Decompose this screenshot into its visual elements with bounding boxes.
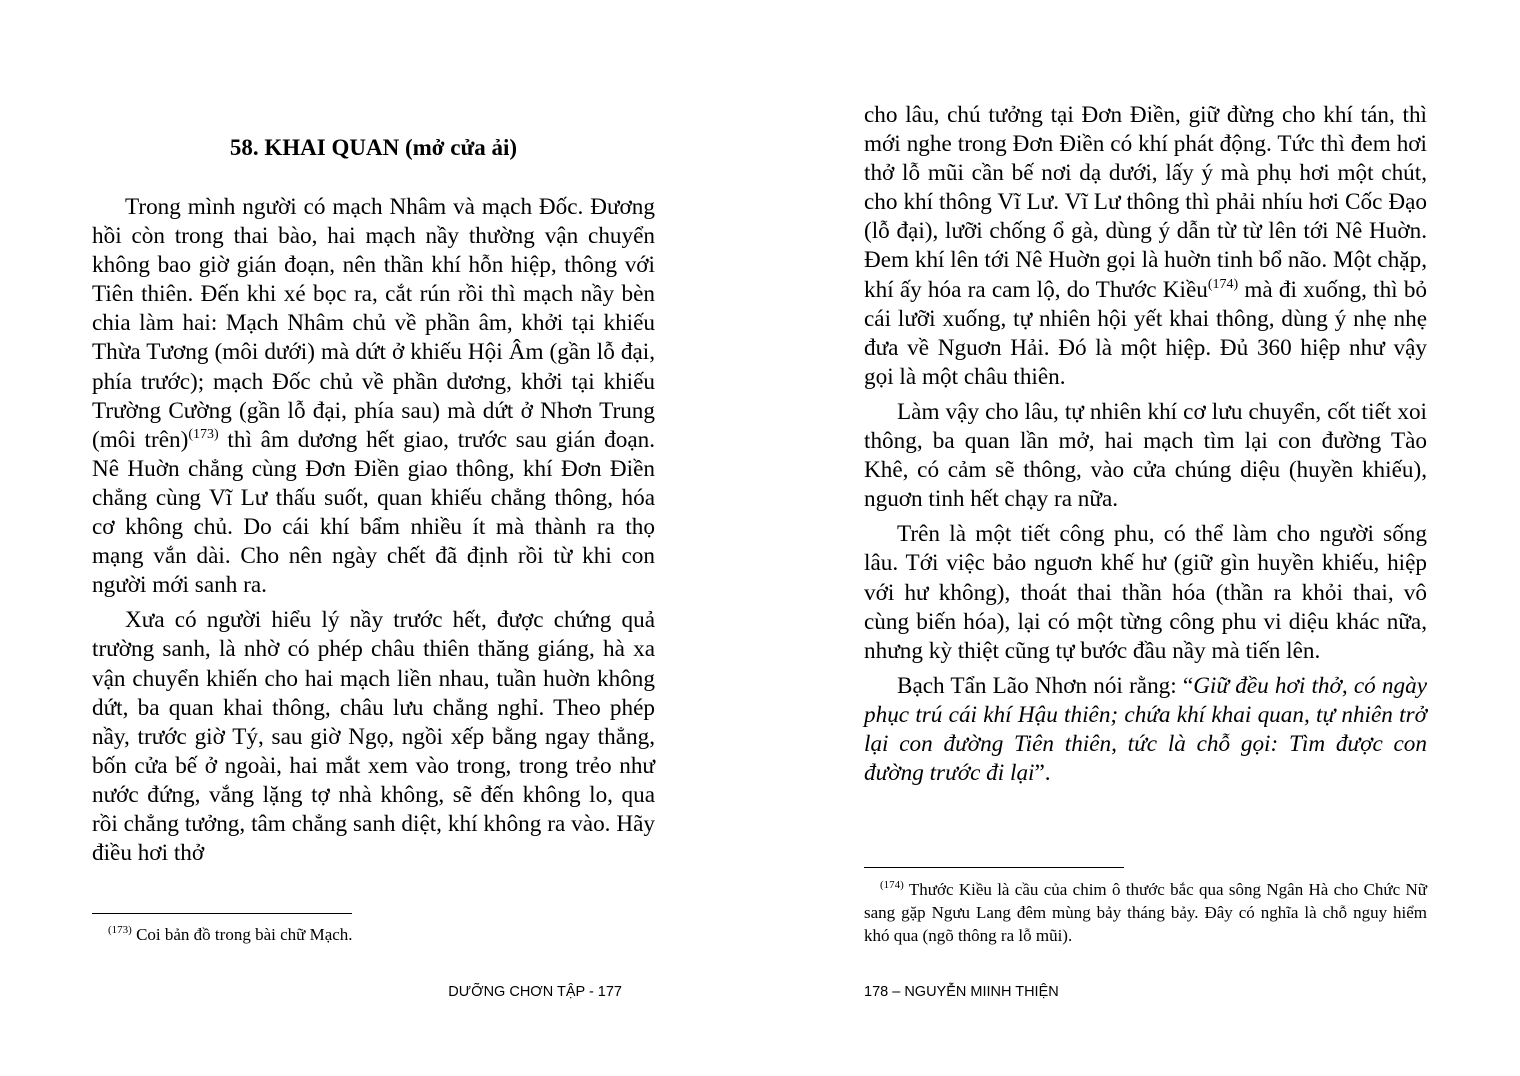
footnote-divider [864, 867, 1124, 868]
footnote-marker: (174) [880, 879, 904, 891]
left-page-body [92, 193, 655, 874]
quote-text: Giữ đều hơi thở, có ngày phục trú cái khí Hậu thiên; chứa khí khai quan, tự nhiên trở lại con đường Tiên thiên, tức là chỗ gọi: Tìm được con đường trước đi lại [864, 672, 1427, 787]
footnote-ref-174: (174) [1207, 276, 1239, 292]
right-page [864, 0, 1427, 1076]
right-page-body [864, 101, 1427, 794]
right-paragraph-1 [864, 101, 1427, 392]
page-folio: 178 – NGUYỄN MIINH THIỆN [864, 984, 1059, 1000]
chapter-title: 58. KHAI QUAN (mở cửa ải) [229, 135, 518, 160]
footnote-173 [92, 923, 655, 946]
footnote-174 [864, 878, 1427, 947]
left-paragraph-2: Xưa có người hiểu lý nầy trước hết, được chứng quả trường sanh, là nhờ có phép châu thiên thăng giáng, hà xa vận chuyển khiến cho hai mạch liền nhau, tuần huờn không dứt, ba quan khai thông, châu lưu chẳng nghỉ. Theo phép nầy, trước giờ Tý, sau giờ Ngọ, ngồi xếp bằng ngay thẳng, bốn cửa bế ở ngoài, hai mắt xem vào trong, trong trẻo như nước đứng, vắng lặng tợ nhà không, sẽ đến không lo, qua rồi chẳng tưởng, tâm chẳng sanh diệt, khí không ra vào. Hãy điều hơi thở [92, 607, 655, 867]
quote-close: ”. [1034, 760, 1051, 787]
left-paragraph-1-text-a: Trong mình người có mạch Nhâm và mạch Đốc. Đương hồi còn trong thai bào, hai mạch nầy thường vận chuyển không bao giờ gián đoạn, nên thần khí hỗn hiệp, thông với Tiên thiên. Đến khi xé bọc ra, cắt rún rồi thì mạch nầy bèn chia làm hai: Mạch Nhâm chủ về phần âm, khởi tại khiếu Thừa Tương (môi dưới) mà dứt ở khiếu Hội Âm (gần lỗ đại, phía trước); mạch Đốc chủ về phần dương, khởi tại khiếu Trường Cường (gần lỗ đại, phía sau) mà dứt ở Nhơn Trung (môi trên) [92, 194, 655, 453]
right-paragraph-4 [864, 672, 1427, 788]
right-paragraph-1-text-b: mà đi xuống, thì bỏ cái lưỡi xuống, tự nhiên hội yết khai thông, dùng ý nhẹ nhẹ đưa về Nguơn Hải. Đó là một hiệp. Đủ 360 hiệp như vậy gọi là một châu thiên. [864, 276, 1428, 390]
footnote-ref-173: (173) [188, 426, 219, 442]
right-paragraph-3: Trên là một tiết công phu, có thể làm cho người sống lâu. Tới việc bảo nguơn khế hư (giữ gìn huyền khiếu, hiệp với hư không), thoát thai thần hóa (thần ra khỏi thai, vô cùng biến hóa), lại có một từng công phu vi diệu khác nữa, nhưng kỳ thiệt cũng tự bước đầu nầy mà tiến lên. [864, 521, 1427, 664]
right-paragraph-1-text-a: cho lâu, chú tưởng tại Đơn Điền, giữ đừng cho khí tán, thì mới nghe trong Đơn Điền có khí phát động. Tức thì đem hơi thở lỗ mũi cần bế nơi dạ dưới, lấy ý mà phụ hơi một chút, cho khí thông Vĩ Lư. Vĩ Lư thông thì phải nhíu hơi Cốc Đạo (lỗ đại), lưỡi chống ổ gà, dùng ý dẫn từ từ lên tới Nê Huờn. Đem khí lên tới Nê Huờn gọi là huờn tinh bổ não. Một chặp, khí ấy hóa ra cam lộ, do Thước Kiều [864, 102, 1427, 303]
footnote-text: Coi bản đồ trong bài chữ Mạch. [131, 925, 353, 944]
left-paragraph-1-text-b: thì âm dương hết giao, trước sau gián đoạn. Nê Huờn chẳng cùng Đơn Điền giao thông, khí Đơn Điền chẳng cùng Vĩ Lư thấu suốt, quan khiếu chẳng thông, hóa cơ không chủ. Do cái khí bẩm nhiều ít mà thành ra thọ mạng vắn dài. Cho nên ngày chết đã định rồi từ khi con người mới sanh ra. [92, 426, 655, 599]
right-paragraph-2: Làm vậy cho lâu, tự nhiên khí cơ lưu chuyển, cốt tiết xoi thông, ba quan lần mở, hai mạch tìm lại con đường Tào Khê, có cảm sẽ thông, vào cửa chúng diệu (huyền khiếu), nguơn tinh hết chạy ra nữa. [864, 398, 1427, 513]
footnote-divider [92, 913, 352, 914]
left-paragraph-1 [92, 193, 655, 600]
page-folio: DƯỠNG CHƠN TẬP - 177 [448, 984, 622, 1000]
quote-intro: Bạch Tẩn Lão Nhơn nói rằng: “ [897, 672, 1194, 699]
left-page [92, 0, 655, 1076]
footnote-text: Thước Kiều là cầu của chim ô thước bắc qua sông Ngân Hà cho Chức Nữ sang gặp Ngưu Lang đêm mùng bảy tháng bảy. Đây có nghĩa là chỗ nguy hiểm khó qua (ngõ thông ra lỗ mũi). [864, 880, 1427, 945]
footnote-marker: (173) [108, 924, 132, 936]
